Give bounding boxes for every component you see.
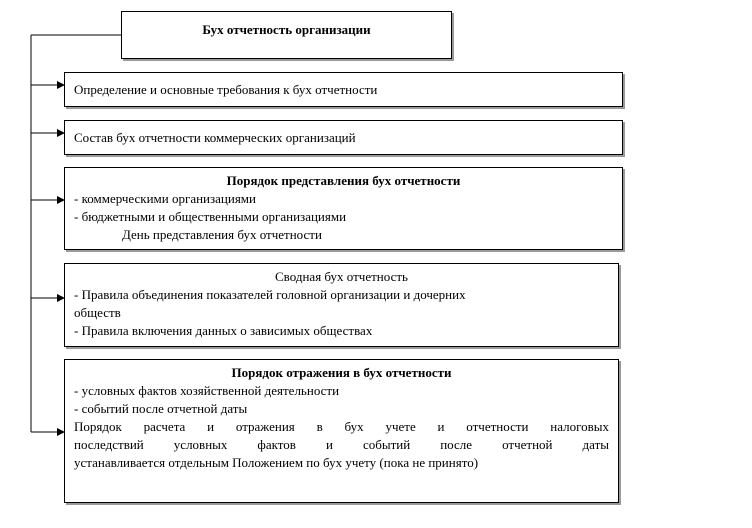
box-reflection-order	[64, 359, 619, 503]
box-reflection-para-line2: последствий условных фактов и событий после отчетной даты	[74, 437, 609, 452]
box-reflection-item-facts: - условных фактов хозяйственной деятельности	[74, 383, 340, 398]
box-reflection-title: Порядок отражения в бух отчетности	[231, 365, 452, 380]
box-consolidated-item2: - Правила включения данных о зависимых обществах	[74, 323, 373, 338]
box-consolidated-item1-line1: - Правила объединения показателей головной организации и дочерних	[74, 287, 466, 302]
box-composition-text: Состав бух отчетности коммерческих организаций	[74, 130, 356, 145]
box-submission-note: День представления бух отчетности	[122, 227, 322, 242]
box-submission-title: Порядок представления бух отчетности	[226, 173, 461, 188]
box-submission-item-commercial: - коммерческими организациями	[74, 191, 256, 206]
box-consolidated-item1-line2: обществ	[74, 305, 121, 320]
box-consolidated-title: Сводная бух отчетность	[275, 269, 408, 284]
root-box	[121, 11, 452, 59]
box-submission-order	[64, 167, 623, 250]
box-definition-text: Определение и основные требования к бух отчетности	[74, 82, 378, 97]
box-composition	[64, 120, 623, 155]
box-reflection-item-events: - событий после отчетной даты	[74, 401, 248, 416]
box-consolidated	[64, 263, 619, 347]
box-definition	[64, 72, 623, 107]
box-submission-item-budget: - бюджетными и общественными организациями	[74, 209, 347, 224]
box-reflection-para-line3: устанавливается отдельным Положением по бух учету (пока не принято)	[74, 455, 479, 470]
box-reflection-para-line1: Порядок расчета и отражения в бух учете и отчетности налоговых	[74, 419, 609, 434]
root-title: Бух отчетность организации	[202, 22, 371, 37]
